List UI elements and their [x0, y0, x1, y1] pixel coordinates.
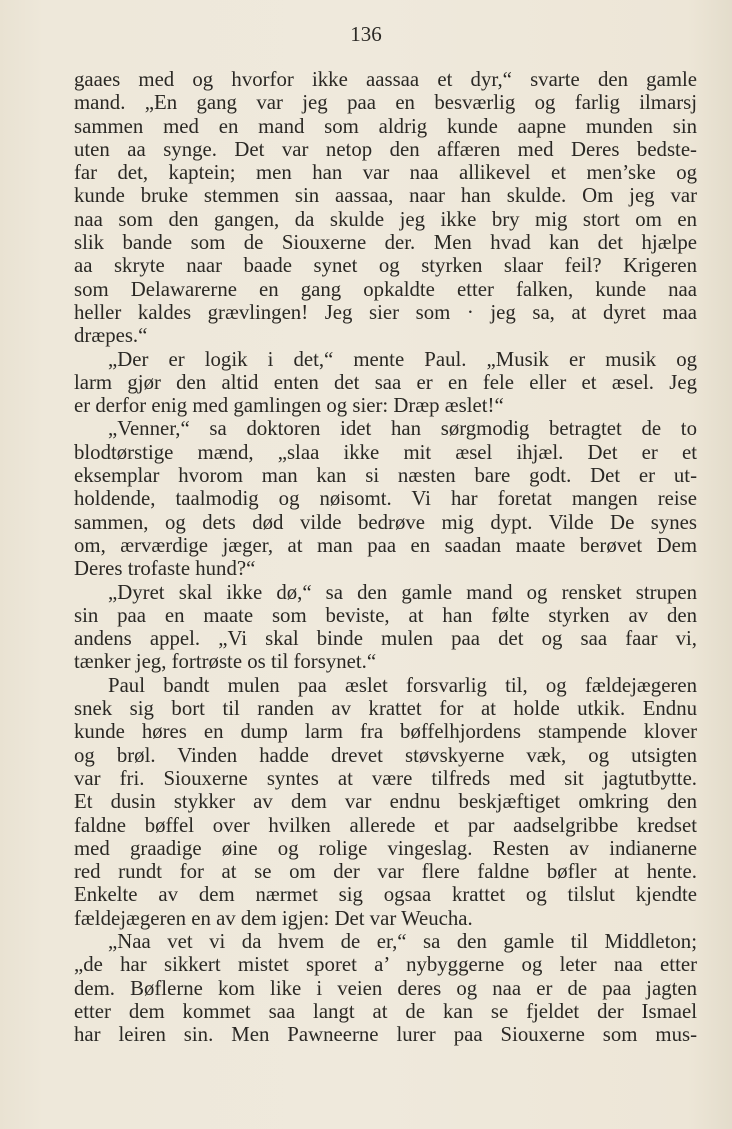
text-line: snek sig bort til randen av krattet for at holde utkik. Endnu	[74, 697, 697, 721]
text-line: var fri. Siouxerne syntes at være tilfreds med sit jagtutbytte.	[74, 766, 697, 790]
text-line: med graadige øine og rolige vingeslag. Resten av indianerne	[74, 836, 697, 860]
text-line: faldne bøffel over hvilken allerede et par aadselgribbe kredset	[74, 813, 697, 837]
text-line: andens appel. „Vi skal binde mulen paa det og saa faar vi,	[74, 627, 697, 651]
text-line: aa skryte naar baade synet og styrken slaar feil? Krigeren	[74, 254, 697, 278]
text-line: gaaes med og hvorfor ikke aassaa et dyr,“ svarte den gamle	[74, 68, 697, 91]
text-line: uten aa synge. Det var netop den affæren med Deres bedste-	[74, 137, 697, 161]
text-line: „Dyret skal ikke dø,“ sa den gamle mand og rensket strupen	[108, 580, 697, 604]
text-line: far det, kaptein; men han var naa allikevel et men’ske og	[74, 161, 697, 185]
text-line: larm gjør den altid enten det saa er en fele eller et æsel. Jeg	[74, 370, 697, 394]
text-line: sammen med en mand som aldrig kunde aapne munden sin	[74, 114, 697, 138]
text-line: er derfor enig med gamlingen og sier: Dræp æslet!“	[74, 394, 504, 418]
text-line: som Delawarerne en gang opkaldte etter falken, kunde naa	[74, 277, 697, 301]
text-line: blodtørstige mænd, „slaa ikke mit æsel ihjæl. Det er et	[74, 440, 697, 464]
text-line: Paul bandt mulen paa æslet forsvarlig til, og fældejægeren	[108, 673, 697, 697]
text-line: har leiren sin. Men Pawneerne lurer paa Siouxerne som mus-	[74, 1023, 697, 1047]
page-number: 136	[350, 22, 382, 46]
text-line: naa som den gangen, da skulde jeg ikke bry mig stort om en	[74, 207, 697, 231]
text-line: dræpes.“	[74, 324, 148, 348]
text-line: sin paa en maate som beviste, at han følte styrken av den	[74, 603, 697, 627]
text-line: red rundt for at se om der var flere faldne bøfler at hente.	[74, 860, 697, 884]
text-line: „Der er logik i det,“ mente Paul. „Musik er musik og	[108, 347, 697, 371]
text-line: dem. Bøflerne kom like i veien deres og naa er de paa jagten	[74, 976, 697, 1000]
text-line: heller kaldes grævlingen! Jeg sier som · jeg sa, at dyret maa	[74, 300, 697, 324]
text-line: holdende, taalmodig og nøisomt. Vi har foretat mangen reise	[74, 487, 697, 511]
text-line: „Naa vet vi da hvem de er,“ sa den gamle til Middleton;	[108, 929, 697, 953]
text-line: eksemplar hvorom man kan si næsten bare godt. Det er ut-	[74, 464, 697, 488]
text-line: tænker jeg, fortrøste os til forsynet.“	[74, 650, 377, 674]
text-line: Et dusin stykker av dem var endnu beskjæftiget omkring den	[74, 790, 697, 814]
text-line: kunde høres en dump larm fra bøffelhjordens stampende klover	[74, 720, 697, 744]
text-line: om, ærværdige jæger, at man paa en saadan maate berøvet Dem	[74, 533, 697, 557]
text-line: kunde bruke stemmen sin aassaa, naar han skulde. Om jeg var	[74, 184, 697, 208]
text-line: sammen, og dets død vilde bedrøve mig dypt. Vilde De synes	[74, 510, 697, 534]
body-text	[74, 68, 697, 1046]
text-line: „Venner,“ sa doktoren idet han sørgmodig betragtet de to	[108, 417, 697, 441]
text-line: etter dem kommet saa langt at de kan se fjeldet der Ismael	[74, 999, 697, 1023]
text-line: slik bande som de Siouxerne der. Men hvad kan det hjælpe	[74, 231, 697, 255]
text-line: „de har sikkert mistet sporet a’ nybyggerne og leter naa etter	[74, 953, 697, 977]
text-line: Deres trofaste hund?“	[74, 557, 256, 581]
text-line: fældejægeren en av dem igjen: Det var Weucha.	[74, 906, 473, 930]
text-line: mand. „En gang var jeg paa en besværlig og farlig ilmarsj	[74, 91, 697, 115]
text-line: og brøl. Vinden hadde drevet støvskyerne væk, og utsigten	[74, 743, 697, 767]
text-line: Enkelte av dem nærmet sig ogsaa krattet og tilslut kjendte	[74, 883, 697, 907]
